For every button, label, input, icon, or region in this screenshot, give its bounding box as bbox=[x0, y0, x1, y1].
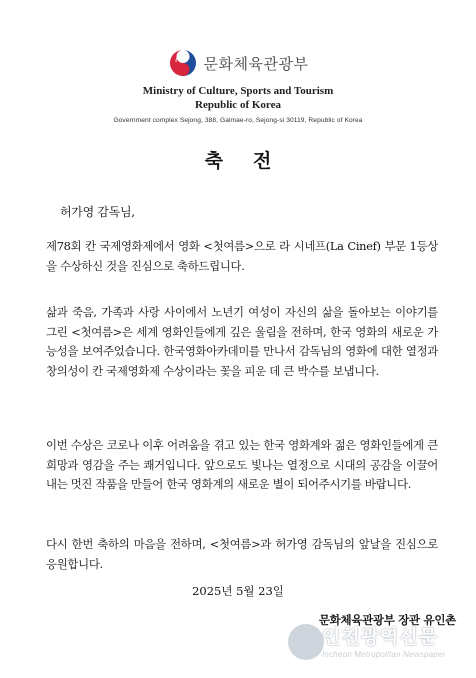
watermark-name-english: Incheon Metropolitan Newspaper bbox=[322, 650, 446, 659]
signature-line: 문화체육관광부 장관 유인촌 bbox=[318, 613, 456, 627]
newspaper-logo-icon bbox=[288, 624, 324, 660]
watermark-name-korean: 인천광역신문 bbox=[322, 626, 439, 648]
letterhead-logo-row bbox=[0, 48, 476, 78]
paragraph-congratulations: 제78회 칸 국제영화제에서 영화 <첫여름>으로 라 시네프(La Cinef) 부문 1등상을 수상하신 것을 진심으로 축하드립니다. bbox=[46, 239, 438, 273]
newspaper-watermark bbox=[288, 620, 468, 670]
paragraph-significance: 이번 수상은 코로나 이후 어려움을 겪고 있는 한국 영화계와 젊은 영화인들에게 큰 희망과 영감을 주는 쾌거입니다. 앞으로도 빛나는 열정으로 시대의 공감을 이끌어 내는 멋진 작품을 만들어 한국 영화계의 새로운 별이 되어주시기를 바랍니다. bbox=[46, 438, 438, 491]
ministry-name-english: Ministry of Culture, Sports and Tourism bbox=[142, 85, 334, 97]
letter-date: 2025년 5월 23일 bbox=[192, 584, 284, 598]
ministry-name-korean: 문화체육관광부 bbox=[203, 54, 309, 73]
ministry-country: Republic of Korea bbox=[195, 99, 281, 111]
paragraph-closing: 다시 한번 축하의 마음을 전하며, <첫여름>과 허가영 감독님의 앞날을 진심으로 응원합니다. bbox=[46, 537, 438, 571]
taegeuk-emblem-icon bbox=[168, 48, 198, 78]
salutation: 허가영 감독님, bbox=[60, 205, 135, 219]
paragraph-film-description: 삶과 죽음, 가족과 사랑 사이에서 노년기 여성이 자신의 삶을 돌아보는 이야기를 그린 <첫여름>은 세계 영화인들에게 깊은 울림을 전하며, 한국 영화의 새로운 가능성을 보여주었습니다. 한국영화아카데미를 만나서 감독님의 영화에 대한 열정과 창의성이 칸 국제영화제 수상이라는 꽃을 피운 데 큰 박수를 보냅니다. bbox=[46, 305, 438, 378]
letter-title: 축전 bbox=[204, 150, 302, 172]
ministry-address: Government complex Sejong, 388, Galmae-ro, Sejong-si 30119, Republic of Korea bbox=[113, 117, 363, 124]
